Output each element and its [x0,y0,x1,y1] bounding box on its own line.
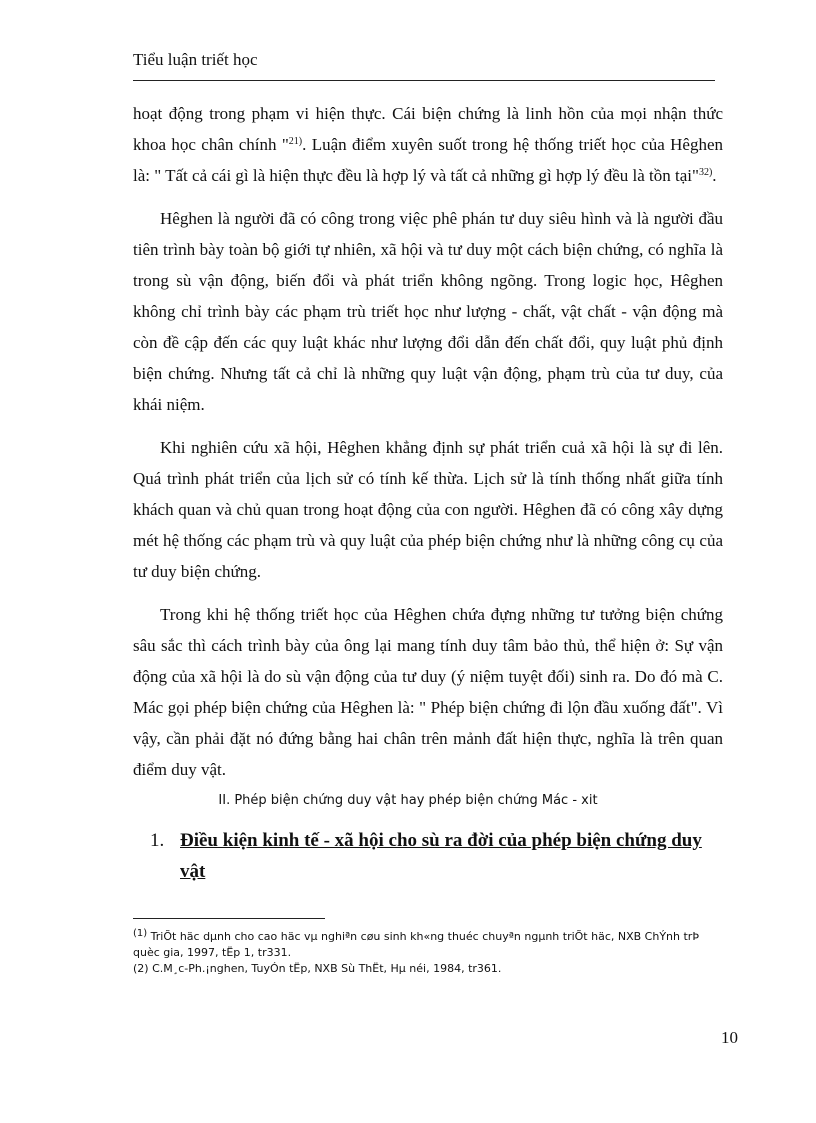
paragraph-3: Khi nghiên cứu xã hội, Hêghen khẳng định sự phát triển cuả xã hội là sự đi lên. Quá trình phát triển của lịch sử có tính kế thừa. Lịch sử là tính thống nhất giữa tính khách quan và chủ quan trong hoạt động của con người. Hêghen đã có công xây dựng mét hệ thống các phạm trù và quy luật của phép biện chứng như là những công cụ của tư duy biện chứng. [133,438,723,581]
footnote-ref-1: 21) [288,136,303,147]
paragraph-1-text-a: hoạt động trong phạm vi hiện thực. Cái biện chứng là linh hồn của mọi nhận thức khoa học chân chính " [133,104,723,154]
header-rule [133,80,715,81]
footnote-ref-2: 32) [698,167,713,178]
running-header: Tiểu luận triết học [133,50,258,69]
paragraph-1 [133,98,723,191]
footnote-1-marker: (1) [133,928,148,939]
paragraph-1-text-c: . [712,166,717,185]
section-subtitle: II. Phép biện chứng duy vật hay phép biện chứng Mác - xit [218,793,598,808]
section-heading [150,825,730,887]
paragraph-2: Hêghen là người đã có công trong việc phê phán tư duy siêu hình và là người đầu tiên trình bày toàn bộ giới tự nhiên, xã hội và tư duy một cách biện chứng, có nghĩa là trong sù vận động, biến đổi và phát triển không ngõng. Trong logic học, Hêghen không chỉ trình bày các phạm trù triết học như lượng - chất, vật chất - vận động mà còn đề cập đến các quy luật khác như lượng đổi dẫn đến chất đổi, quy luật phủ định biện chứng. Nhưng tất cả chỉ là những quy luật vận động, phạm trù của tư duy, của khái niệm. [133,209,723,414]
section-heading-text: Điều kiện kinh tế - xã hội cho sù ra đời của phép biện chứng duy vật [180,830,702,882]
footnotes [133,929,703,977]
footnote-2-text: (2) C.M¸c-Ph.¡nghen, TuyÓn tËp, NXB Sù ThËt, Hµ néi, 1984, tr361. [133,962,502,975]
section-heading-number: 1. [150,830,165,851]
footnote-1 [133,929,703,961]
body-text [133,98,723,797]
footnote-2 [133,961,703,977]
footnote-rule [133,918,325,919]
page-number: 10 [721,1028,738,1047]
paragraph-1-text-b: . Luận điểm xuyên suốt trong hệ thống triết học của Hêghen là: " Tất cả cái gì là hiện thực đều là hợp lý và tất cả những gì hợp lý đều là tồn tại" [133,135,724,185]
paragraph-4: Trong khi hệ thống triết học của Hêghen chứa đựng những tư tưởng biện chứng sâu sắc thì cách trình bày của ông lại mang tính duy tâm bảo thủ, thể hiện ở: Sự vận động của xã hội là do sù vận động của tư duy (ý niệm tuyệt đối) sinh ra. Do đó mà C. Mác gọi phép biện chứng của Hêghen là: " Phép biện chứng đi lộn đầu xuống đất". Vì vậy, cần phải đặt nó đứng bằng hai chân trên mảnh đất hiện thực, nghĩa là trên quan điểm duy vật. [133,605,723,779]
footnote-1-text: TriÕt häc dµnh cho cao häc vµ nghiªn cøu sinh kh«ng thuéc chuyªn ngµnh triÕt häc, NXB ChÝnh trÞ quèc gia, 1997, tËp 1, tr331. [133,930,699,959]
